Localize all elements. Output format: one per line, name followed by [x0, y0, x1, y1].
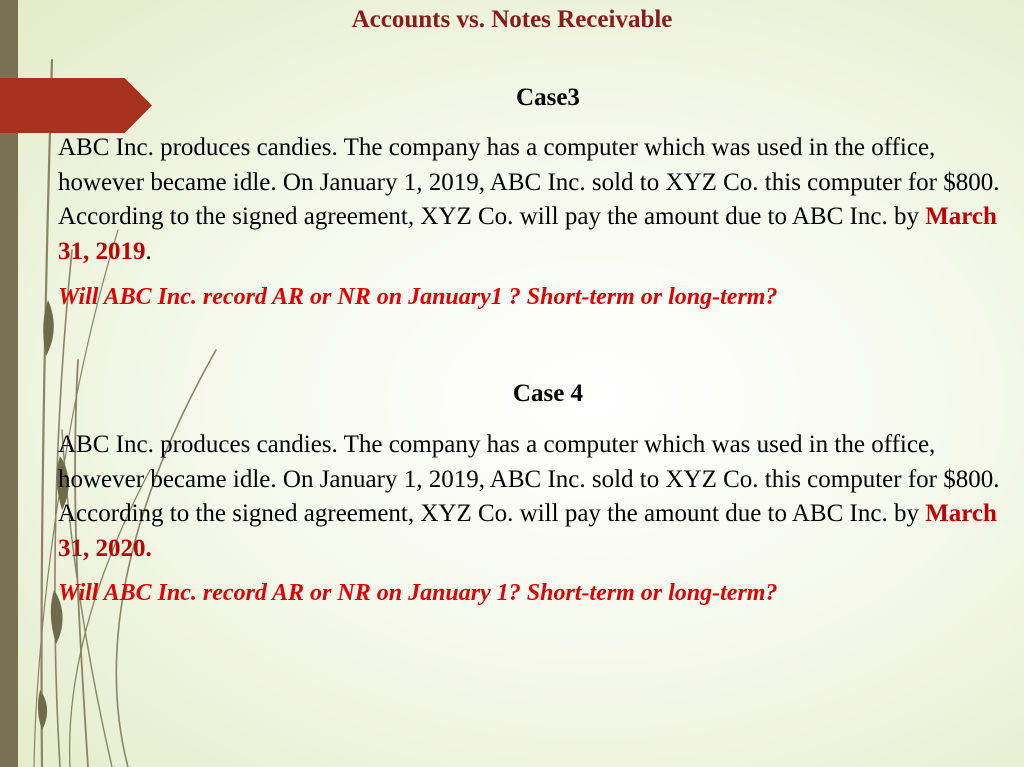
case4-due-date: March 31, 2020. [58, 500, 997, 562]
case4-heading: Case 4 [512, 380, 584, 407]
leaf-4 [38, 690, 47, 730]
case4-body-text: ABC Inc. produces candies. The company has a computer which was used in the office, however became idle. On January 1, 2019, ABC Inc. sold to XYZ Co. this computer for $800. According to the signed agreement, XYZ Co. will pay the amount due to ABC Inc. by [58, 431, 1000, 527]
strand-1 [41, 60, 52, 767]
case4-body [58, 428, 1008, 566]
case4-question: Will ABC Inc. record AR or NR on January 1? Short-term or long-term? [58, 580, 778, 606]
case3-body-text: ABC Inc. produces candies. The company has a computer which was used in the office, however became idle. On January 1, 2019, ABC Inc. sold to XYZ Co. this computer for $800. According to the signed agreement, XYZ Co. will pay the amount due to ABC Inc. by [58, 134, 1000, 230]
case3-question: Will ABC Inc. record AR or NR on January1 ? Short-term or long-term? [58, 284, 778, 310]
case3-body-suffix: . [145, 237, 152, 265]
case3-heading: Case3 [516, 84, 580, 111]
case3-body [58, 131, 1008, 269]
slide-title: Accounts vs. Notes Receivable [351, 6, 673, 33]
case3-due-date: March 31, 2019 [58, 203, 997, 265]
